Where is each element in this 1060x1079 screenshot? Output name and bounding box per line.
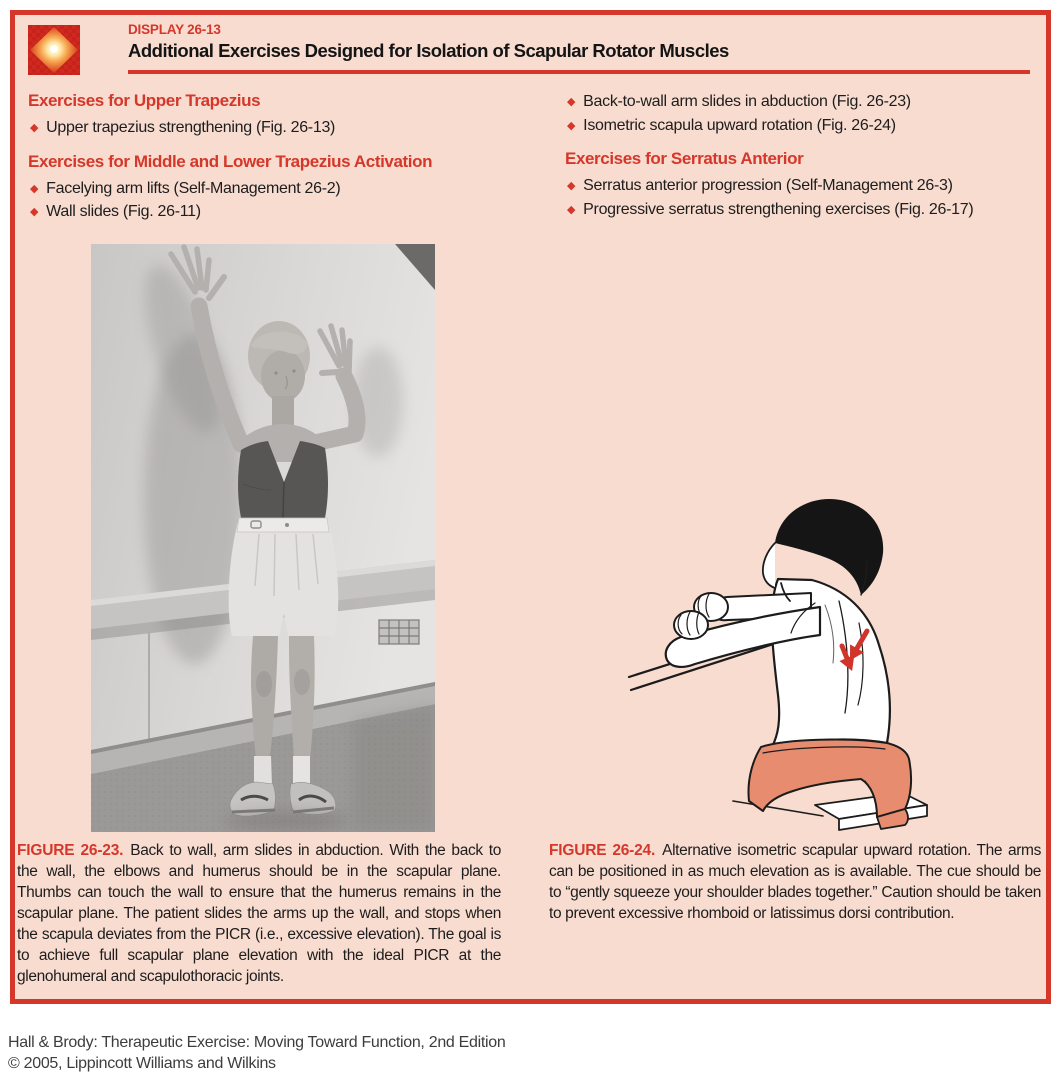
list-item bbox=[28, 117, 548, 141]
list-item-label: Serratus anterior progression (Self-Management 26-3) bbox=[583, 177, 953, 194]
display-title: Additional Exercises Designed for Isolation of Scapular Rotator Muscles bbox=[128, 40, 729, 61]
figure-26-24-caption bbox=[549, 840, 1041, 924]
header-rule bbox=[128, 70, 1030, 74]
figure-26-23-text: Back to wall, arm slides in abduction. With the back to the wall, the elbows and humerus should be in the scapular plane. Thumbs can touch the wall to ensure that the humerus remains in the scapular plane. The patient slides the arms up the wall, and stops when the scapula deviates from the PICR (i.e., excessive elevation). The goal is to achieve full scapular plane elevation with the ideal PICR at the glenohumeral and scapulothoracic joints. bbox=[17, 842, 501, 985]
exercise-column-left bbox=[28, 91, 548, 225]
list-item-label: Progressive serratus strengthening exercises (Fig. 26-17) bbox=[583, 200, 974, 218]
display-diamond-icon bbox=[28, 25, 80, 75]
list-item-label: Upper trapezius strengthening (Fig. 26-13) bbox=[46, 119, 336, 136]
list-item bbox=[565, 91, 1047, 115]
list-item bbox=[28, 201, 548, 225]
list-item bbox=[565, 175, 1047, 199]
heading-upper-trapezius: Exercises for Upper Trapezius bbox=[28, 91, 261, 110]
heading-middle-lower-trapezius: Exercises for Middle and Lower Trapezius Activation bbox=[28, 151, 433, 171]
figure-26-23-label: FIGURE 26-23. bbox=[17, 842, 124, 859]
list-item bbox=[565, 115, 1047, 139]
list-item-label: Wall slides (Fig. 26-11) bbox=[46, 203, 201, 220]
exercise-column-right bbox=[565, 91, 1047, 222]
figure-26-24-illustration bbox=[615, 485, 960, 843]
figure-26-24-text: Alternative isometric scapular upward rotation. The arms can be positioned in as much elevation as is available. The cue should be to “gently squeeze your shoulder blades together.” Caution should be taken to prevent excessive rhomboid or latissimus dorsi contribution. bbox=[549, 842, 1042, 922]
display-26-13-box bbox=[10, 10, 1051, 1004]
list-item-label: Isometric scapula upward rotation (Fig. 26-24) bbox=[583, 116, 896, 134]
figure-26-23-photo bbox=[91, 244, 435, 832]
display-header bbox=[128, 22, 1038, 62]
figure-26-23-caption bbox=[17, 840, 501, 987]
bullet-diamond-icon: ◆ bbox=[567, 180, 576, 192]
bullet-diamond-icon: ◆ bbox=[567, 96, 576, 108]
list-item-label: Facelying arm lifts (Self-Management 26-2) bbox=[46, 179, 341, 197]
bullet-diamond-icon: ◆ bbox=[30, 122, 39, 134]
credit-line-1: Hall & Brody: Therapeutic Exercise: Moving Toward Function, 2nd Edition bbox=[8, 1034, 506, 1051]
display-number: DISPLAY 26-13 bbox=[128, 22, 221, 37]
bullet-diamond-icon: ◆ bbox=[30, 206, 39, 218]
list-item bbox=[565, 199, 1047, 223]
credit-line-2: © 2005, Lippincott Williams and Wilkins bbox=[8, 1055, 276, 1072]
bullet-diamond-icon: ◆ bbox=[30, 182, 39, 195]
figure-26-24-label: FIGURE 26-24. bbox=[549, 842, 656, 859]
book-credit bbox=[8, 1032, 505, 1074]
list-item bbox=[28, 178, 548, 202]
bullet-diamond-icon: ◆ bbox=[567, 203, 576, 216]
bullet-diamond-icon: ◆ bbox=[567, 119, 576, 132]
heading-serratus-anterior: Exercises for Serratus Anterior bbox=[565, 149, 804, 168]
list-item-label: Back-to-wall arm slides in abduction (Fig. 26-23) bbox=[583, 93, 911, 110]
